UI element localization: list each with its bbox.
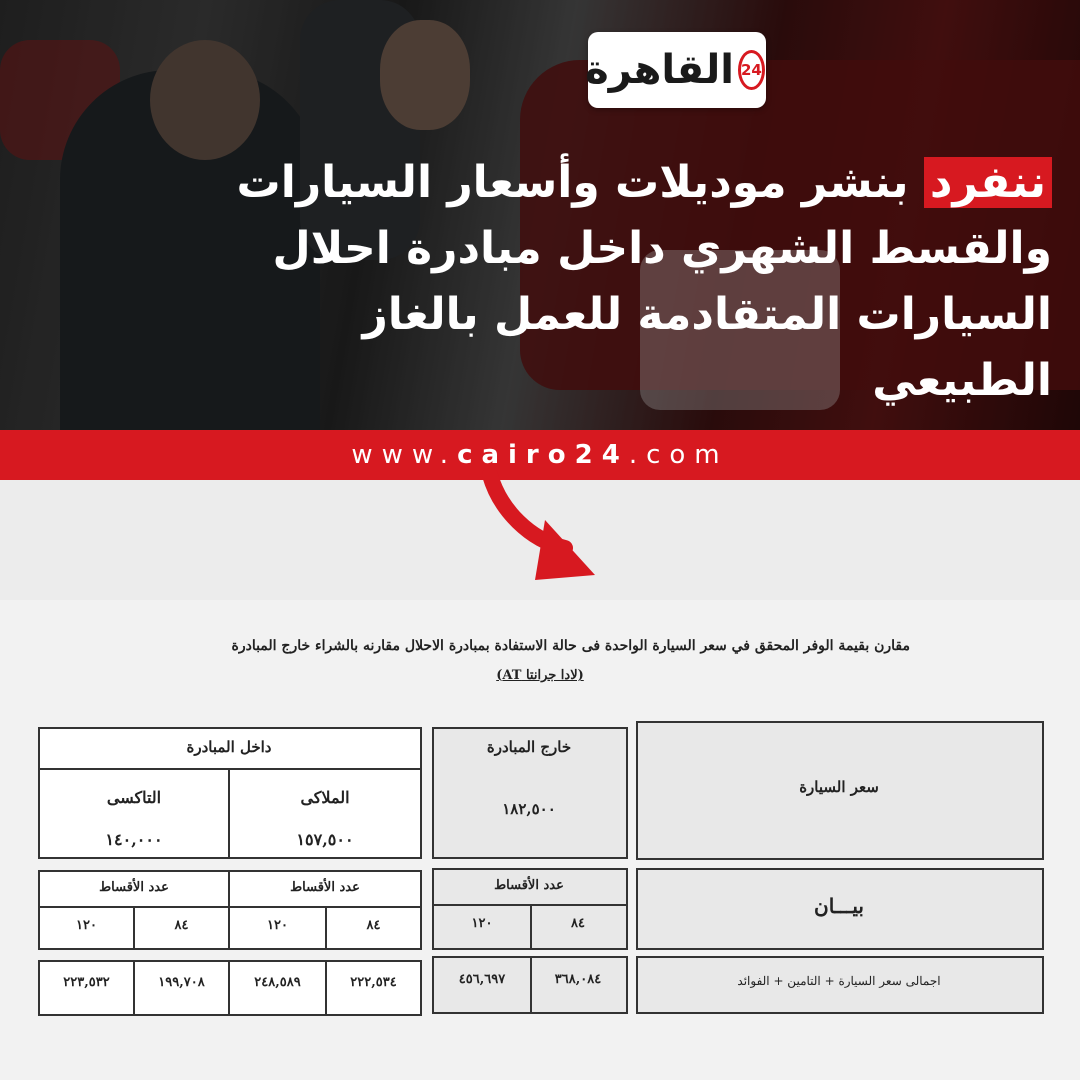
headline-line1: بنشر موديلات وأسعار السيارات bbox=[236, 157, 909, 208]
taxi-n84: ٨٤ bbox=[174, 918, 189, 933]
taxi-n120: ١٢٠ bbox=[76, 918, 97, 933]
outside-n120: ١٢٠ bbox=[471, 916, 493, 931]
outside-price: ١٨٢,٥٠٠ bbox=[502, 800, 556, 818]
private-total-120: ٢٤٨,٥٨٩ bbox=[254, 975, 301, 990]
taxi-total-120: ٢٢٣,٥٣٢ bbox=[63, 975, 110, 990]
headline-line4: الطبيعي bbox=[872, 355, 1052, 406]
url-domain: cairo24 bbox=[457, 440, 629, 470]
taxi-label: التاكسى bbox=[106, 788, 162, 807]
document-subtitle: (لادا جرانتا AT) bbox=[496, 668, 584, 683]
outside-n84: ٨٤ bbox=[571, 916, 585, 931]
car-price-label: سعر السيارة bbox=[799, 778, 879, 796]
private-n84: ٨٤ bbox=[366, 918, 381, 933]
outside-initiative-label: خارج المبادرة bbox=[486, 738, 572, 756]
outside-installments-label: عدد الأقساط bbox=[494, 878, 564, 893]
headline bbox=[52, 150, 1052, 414]
stopwatch-icon: 24 bbox=[738, 50, 765, 90]
taxi-total-84: ١٩٩,٧٠٨ bbox=[158, 975, 205, 990]
private-n120: ١٢٠ bbox=[267, 918, 288, 933]
statement-label: بيـــان bbox=[814, 894, 864, 918]
private-price: ١٥٧,٥٠٠ bbox=[296, 830, 354, 849]
private-label: الملاكى bbox=[300, 788, 350, 807]
url-prefix: www. bbox=[351, 440, 458, 470]
document-title: مقارن بقيمة الوفر المحقق في سعر السيارة الواحدة فى حالة الاستفادة بمبادرة الاحلال مقارنه بالشراء خارج المبادرة bbox=[231, 638, 910, 654]
total-label: اجمالى سعر السيارة + التامين + الفوائد bbox=[737, 974, 941, 988]
taxi-installments-label: عدد الأقساط bbox=[99, 880, 169, 895]
curved-arrow-icon bbox=[460, 470, 620, 590]
outside-total-120: ٤٥٦,٦٩٧ bbox=[458, 972, 506, 987]
inside-initiative-label: داخل المبادرة bbox=[186, 738, 272, 756]
url-suffix: .com bbox=[628, 440, 729, 470]
private-total-84: ٢٢٢,٥٣٤ bbox=[350, 975, 397, 990]
headline-line3: السيارات المتقادمة للعمل بالغاز bbox=[362, 289, 1052, 340]
outside-total-84: ٣٦٨,٠٨٤ bbox=[554, 972, 602, 987]
headline-highlight: ننفرد bbox=[924, 157, 1052, 208]
taxi-price: ١٤٠,٠٠٠ bbox=[105, 830, 163, 849]
brand-logo[interactable] bbox=[585, 32, 766, 108]
headline-line2: والقسط الشهري داخل مبادرة احلال bbox=[272, 223, 1052, 274]
private-installments-label: عدد الأقساط bbox=[290, 880, 360, 895]
logo-text: القاهرة bbox=[585, 47, 734, 93]
